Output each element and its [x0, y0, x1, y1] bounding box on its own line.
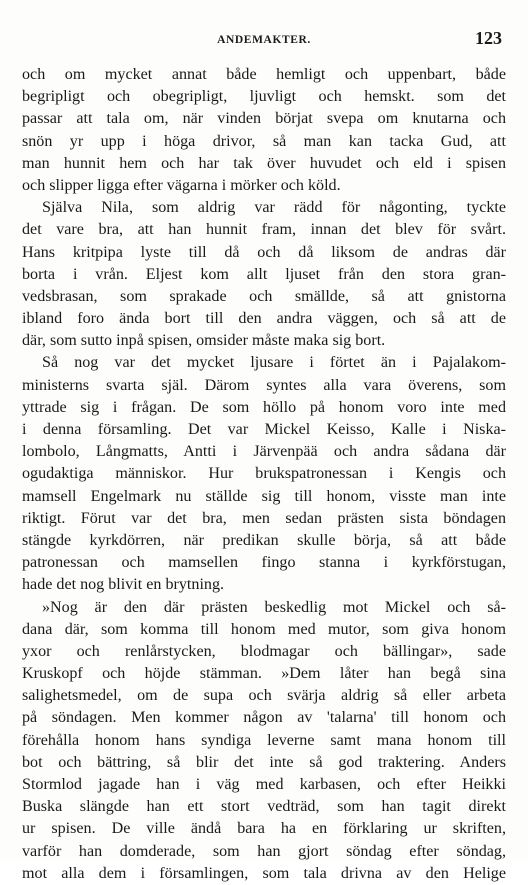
- text-line: ogudaktiga människor. Hur brukspatronessan i Kengis och: [22, 465, 506, 483]
- text-line: passar att tala om, när vinden börjat svepa om knutarna och: [22, 110, 506, 128]
- text-line: där, som sutto inpå spisen, omsider måste maka sig bort.: [22, 332, 386, 350]
- text-line: man hunnit hem och har tak över huvudet och eld i spisen: [22, 154, 506, 172]
- text-line: borta i vrån. Eljest kom allt ljuset från den stora gran-: [22, 265, 506, 283]
- text-line: ur spisen. De ville ändå bara ha en förklaring ur skriften,: [22, 820, 506, 838]
- text-line: bot och bättring, så blir det inte så god traktering. Anders: [22, 753, 506, 771]
- text-line: Buska slängde han ett stort vedträd, som han tagit direkt: [22, 798, 506, 816]
- text-line: salighetsmedel, om de supa och svärja aldrig så eller arbeta: [22, 687, 506, 705]
- text-line: mot alla dem i församlingen, som tala drivna av den Helige: [22, 864, 506, 882]
- text-line: och slipper ligga efter vägarna i mörker och köld.: [22, 176, 341, 194]
- text-line: och om mycket annat både hemligt och uppenbart, både: [22, 66, 506, 83]
- text-line: varför han domderade, som han gjort söndag efter söndag,: [22, 842, 506, 860]
- text-line: riktigt. Förut var det bra, men sedan prästen sista böndagen: [22, 509, 506, 527]
- text-line: ibland foro ända bort till den andra väggen, och så att de: [22, 310, 506, 328]
- text-line: ministerns svarta själ. Därom syntes alla vara överens, som: [22, 376, 506, 394]
- text-line: Stormlod jagade han i väg med karbasen, och efter Heikki: [22, 776, 506, 793]
- text-line: hade det nog blivit en brytning.: [22, 576, 225, 594]
- page-header: [0, 28, 528, 52]
- text-line: begripligt och obegripligt, ljuvligt och hemskt. som det: [22, 88, 506, 106]
- text-line: mamsell Engelmark nu ställde sig till honom, visste man inte: [22, 487, 506, 505]
- text-line: lombolo, Långmatts, Antti i Järvenpää och andra sådana där: [22, 443, 506, 461]
- text-line: på söndagen. Men kommer någon av 'talarna' till honom och: [22, 709, 506, 727]
- text-line: Så nog var det mycket ljusare i förtet än i Pajalakom-: [42, 354, 506, 372]
- text-line: dana där, som komma till honom med mutor, som giva honom: [22, 620, 506, 638]
- text-line: Kruskopf och höjde stämman. »Dem låter han begå sina: [22, 665, 506, 683]
- page-number: 123: [475, 28, 502, 48]
- text-line: Själva Nila, som aldrig var rädd för någonting, tyckte: [42, 199, 506, 217]
- text-line: yxor och renlårstycken, blodmagar och bällingar», sade: [22, 642, 506, 660]
- running-head: ANDEMAKTER.: [217, 34, 311, 46]
- text-line: snön yr upp i höga drivor, så man kan tacka Gud, att: [22, 132, 506, 150]
- text-line: yttrade sig i frågan. De som höllo på honom voro inte med: [22, 398, 506, 416]
- text-line: stängde kyrkdörren, när predikan skulle börja, så att både: [22, 531, 506, 549]
- text-line: det vare bra, att han hunnit fram, innan det blev för svårt.: [22, 221, 506, 239]
- text-line: »Nog är den där prästen beskedlig mot Mickel och så-: [42, 598, 506, 616]
- text-line: förehålla honom hans syndiga leverne samt mana honom till: [22, 731, 506, 749]
- text-line: vedsbrasan, som sprakade och smällde, så att gnistorna: [22, 287, 506, 305]
- text-line: patronessan och mamsellen fingo stanna i kyrkförstugan,: [22, 554, 506, 572]
- text-line: Hans kritpipa lyste till då och då liksom de andras där: [22, 243, 506, 261]
- text-line: i denna församling. Det var Mickel Keisso, Kalle i Niska-: [22, 421, 506, 438]
- body-text: [22, 64, 506, 885]
